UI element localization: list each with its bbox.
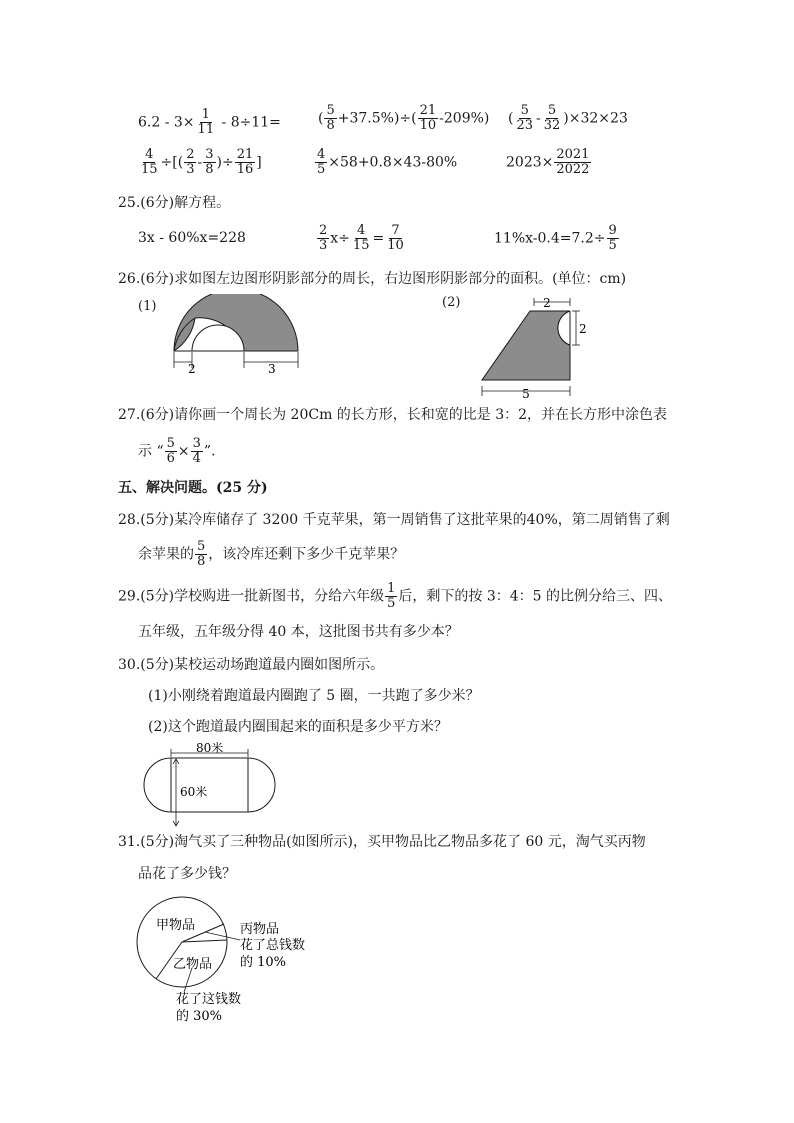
fraction: $\frac{5}{8}$ <box>326 103 335 133</box>
expr-3: ( $\frac{5}{23}$ - $\frac{5}{32}$ )×32×23 <box>508 103 628 133</box>
pie-note-b-1: 花了这钱数 <box>176 992 242 1007</box>
fraction: $\frac{5}{8}$ <box>197 539 206 569</box>
fraction: $\frac{21}{10}$ <box>419 103 437 133</box>
q25-eq2: $\frac{2}{3}$ x÷ $\frac{4}{15}$ = $\frac{7}{10}$ <box>319 223 404 253</box>
figure-1-dim-left: 2 <box>188 362 196 376</box>
pie-label-a: 甲物品 <box>156 918 196 933</box>
fraction: $\frac{2}{3}$ <box>186 147 195 177</box>
q30-sub-2: (2)这个跑道最内圈围起来的面积是多少平方米？ <box>148 719 448 735</box>
q26-title: 26.(6分)求如图左边图形阴影部分的周长，右边图形阴影部分的面积。(单位：cm) <box>118 271 627 287</box>
figure-2-dim-side: 2 <box>579 322 587 336</box>
expr-2: ( $\frac{5}{8}$ +37.5%)÷( $\frac{21}{10}$ -209%) <box>318 103 490 133</box>
q26-label-1: (1) <box>138 299 157 314</box>
fraction: $\frac{5}{32}$ <box>543 103 561 133</box>
pie-label-b: 乙物品 <box>173 957 213 972</box>
fraction: $\frac{1}{5}$ <box>387 581 396 611</box>
q26-figure-1 <box>170 294 305 376</box>
q26-label-2: (2) <box>442 295 461 310</box>
track-dim-width: 60米 <box>180 785 208 799</box>
expr-4: $\frac{4}{15}$ ÷[( $\frac{2}{3}$ - $\frac{3}{8}$ )÷ $\frac{21}{16}$ ] <box>141 147 262 177</box>
fraction: $\frac{21}{16}$ <box>236 147 254 177</box>
fraction: $\frac{5}{23}$ <box>516 103 534 133</box>
q29-line-1: 29.(5分)学校购进一批新图书，分给六年级 $\frac{1}{5}$ 后，剩下的按 3：4：5 的比例分给三、四、 <box>118 581 673 611</box>
expr-1-part-a: 6.2 - 3× <box>138 114 195 131</box>
fraction: $\frac{3}{8}$ <box>205 147 214 177</box>
pie-note-c-3: 的 10% <box>240 955 287 970</box>
pie-note-c-2: 花了总钱数 <box>240 938 306 953</box>
q31-line-1: 31.(5分)淘气买了三种物品(如图所示)，买甲物品比乙物品多花了 60 元，淘气买丙物 <box>118 834 646 850</box>
fraction: $\frac{4}{5}$ <box>317 147 326 177</box>
fraction: $\frac{1}{11}$ <box>197 107 215 137</box>
expr-1-part-b: - 8÷11= <box>217 114 281 131</box>
track-dim-length: 80米 <box>196 741 224 755</box>
q31-line-2: 品花了多少钱？ <box>138 866 236 882</box>
fraction: $\frac{4}{15}$ <box>352 223 370 253</box>
track-outline <box>144 758 275 812</box>
fraction: $\frac{5}{6}$ <box>166 436 175 466</box>
fraction: $\frac{3}{4}$ <box>192 436 201 466</box>
expr-1 <box>138 108 281 137</box>
pie-note-c-1: 丙物品 <box>240 922 280 937</box>
q30-title: 30.(5分)某校运动场跑道最内圈如图所示。 <box>118 657 385 673</box>
q27-line-2: 示 “ $\frac{5}{6}$ × $\frac{3}{4}$ ”. <box>138 436 216 466</box>
q29-line-2: 五年级，五年级分得 40 本，这批图书共有多少本？ <box>138 624 459 640</box>
q28-line-1: 28.(5分)某冷库储存了 3200 千克苹果，第一周销售了这批苹果的40%，第二周销售了剩 <box>118 512 670 528</box>
q30-sub-1: (1)小刚绕着跑道最内圈跑了 5 圈，一共跑了多少米？ <box>148 688 480 704</box>
q27-line-1: 27.(6分)请你画一个周长为 20Cm 的长方形，长和宽的比是 3：2，并在长方形中涂色表 <box>118 407 668 423</box>
q25-eq3: 11%x-0.4=7.2÷ $\frac{9}{5}$ <box>494 223 617 253</box>
fraction: $\frac{4}{15}$ <box>141 147 158 177</box>
fraction: $\frac{2021}{2022}$ <box>556 147 590 177</box>
q25-eq1: 3x - 60%x=228 <box>138 230 246 246</box>
q28-line-2: 余苹果的 $\frac{5}{8}$ ，该冷库还剩下多少千克苹果？ <box>138 539 405 569</box>
q26-figure-2 <box>478 292 588 400</box>
q31-pie-figure <box>130 890 340 1030</box>
section-5-title: 五、解决问题。(25 分) <box>118 480 268 496</box>
figure-2-shaded-trapezoid <box>482 311 570 380</box>
figure-2-dim-top: 2 <box>543 296 551 310</box>
fraction: $\frac{2}{3}$ <box>319 223 328 253</box>
figure-1-dim-right: 3 <box>268 362 276 376</box>
expr-5: $\frac{4}{5}$ ×58+0.8×43-80% <box>317 147 458 177</box>
fraction: $\frac{9}{5}$ <box>608 223 617 253</box>
q30-track-figure <box>136 740 284 832</box>
pie-note-b-2: 的 30% <box>176 1009 223 1024</box>
fraction: $\frac{7}{10}$ <box>387 223 404 253</box>
q25-title: 25.(6分)解方程。 <box>118 195 231 211</box>
figure-2-dim-bottom: 5 <box>522 387 530 400</box>
expr-6: 2023× $\frac{2021}{2022}$ <box>506 147 590 177</box>
